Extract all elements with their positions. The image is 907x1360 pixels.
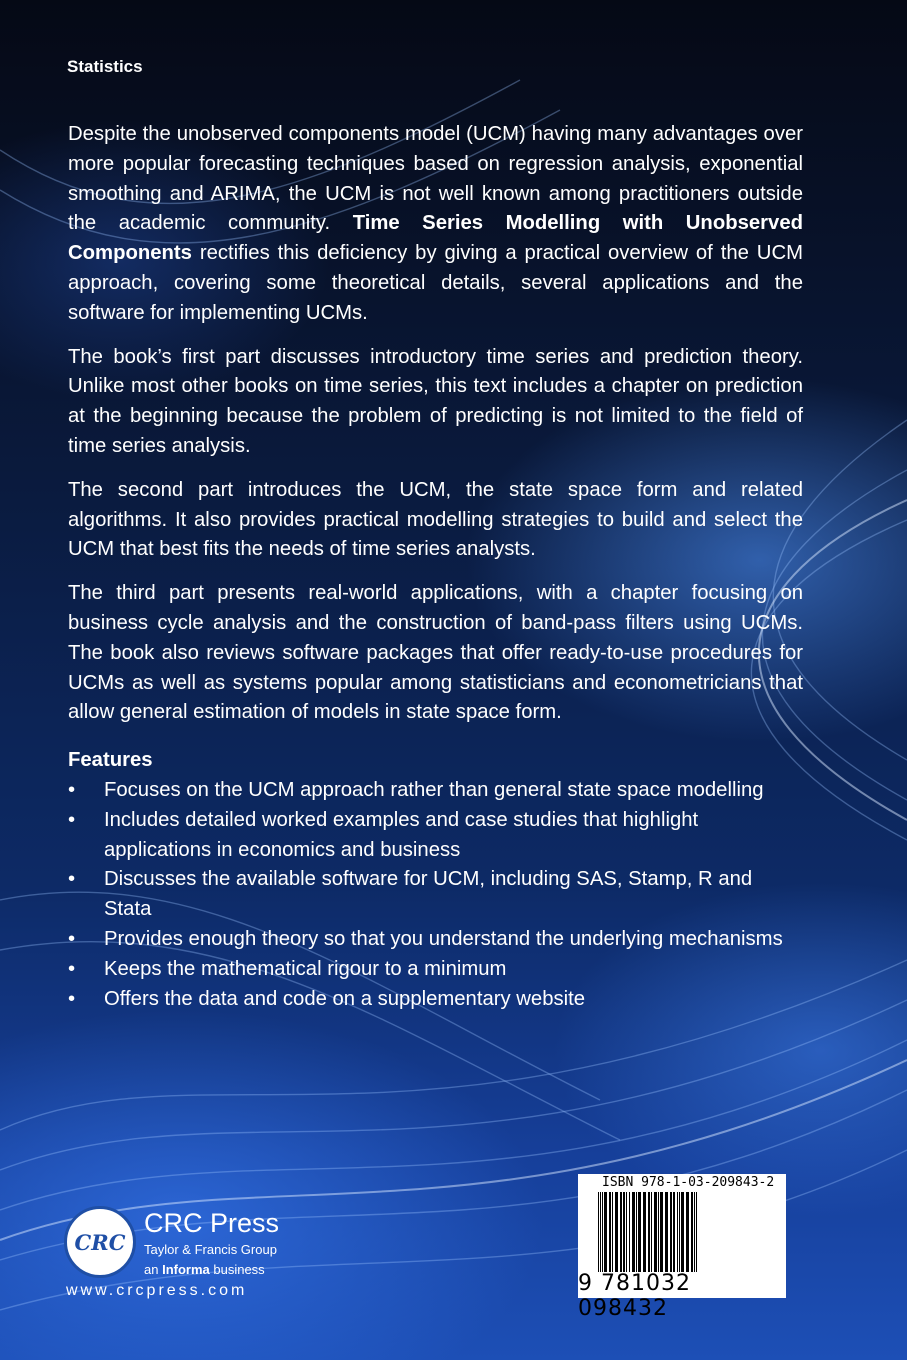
category-label: Statistics — [67, 57, 143, 76]
book-title: Time Series Modelling with Unobserved Components — [68, 212, 803, 265]
barcode-bar — [686, 1192, 689, 1272]
barcode-bar — [673, 1192, 675, 1272]
barcode-bar — [609, 1192, 611, 1272]
barcode-bar — [612, 1192, 613, 1272]
barcode-bar — [651, 1192, 652, 1272]
barcode-bar — [629, 1192, 630, 1272]
description-paragraph-1: Despite the unobserved components model (UCM) having many advantages over more popular forecasting techniques based on regression analysis, exponential smoothing and ARIMA, the UCM is not well known among practitioners outside the academic community. Time Series Modelling with Unobserved Components rectifies this deficiency by giving a practical overview of the UCM approach, covering some theoretical details, several applications and the software for implementing UCMs. — [68, 123, 803, 324]
bullet-icon: • — [68, 957, 76, 980]
barcode-bar — [660, 1192, 663, 1272]
barcode-bar — [694, 1192, 695, 1272]
barcode-bar — [665, 1192, 668, 1272]
barcode-bar — [615, 1192, 618, 1272]
barcode-bar — [620, 1192, 622, 1272]
description-paragraph-3: The second part introduces the UCM, the state space form and related algorithms. It also provides practical modelling strategies to build and select the UCM that best fits the needs of time series analysts. — [68, 478, 803, 561]
features-list — [68, 776, 803, 1014]
barcode-number: 9 781032 098432 — [578, 1271, 691, 1321]
barcode-bar — [604, 1192, 607, 1272]
feature-item: • Discusses the available software for UCM, including SAS, Stamp, R and Stata — [68, 865, 803, 925]
feature-item: • Includes detailed worked examples and case studies that highlight applications in economics and business — [68, 806, 803, 866]
barcode-bar — [677, 1192, 678, 1272]
barcode-bar — [681, 1192, 684, 1272]
bullet-icon: • — [68, 927, 76, 950]
bullet-icon: • — [68, 987, 76, 1010]
logo-text: CRC — [74, 1229, 126, 1255]
barcode-bar — [636, 1192, 637, 1272]
feature-item: • Provides enough theory so that you understand the underlying mechanisms — [68, 925, 803, 955]
publisher-tagline: an Informa business — [144, 1262, 265, 1277]
barcode-bar — [638, 1192, 641, 1272]
barcode-bar — [696, 1192, 697, 1272]
back-cover-description — [68, 120, 803, 1014]
barcode-bar — [623, 1192, 625, 1272]
barcode-bar — [691, 1192, 693, 1272]
publisher-group: Taylor & Francis Group — [144, 1242, 277, 1257]
feature-item: • Keeps the mathematical rigour to a minimum — [68, 955, 803, 985]
barcode-bar — [598, 1192, 599, 1272]
description-paragraph-4: The third part presents real-world applications, with a chapter focusing on business cycle analysis and the construction of band-pass filters using UCMs. The book also reviews software packages that offer ready-to-use procedures for UCMs as well as systems popular among statisticians and econometricians that allow general estimation of models in state space form. — [68, 582, 803, 724]
publisher-name: CRC Press — [144, 1208, 280, 1238]
feature-item: • Focuses on the UCM approach rather than general state space modelling — [68, 776, 803, 806]
crc-logo-icon — [64, 1206, 136, 1278]
barcode-bar — [679, 1192, 680, 1272]
barcode-bar — [658, 1192, 659, 1272]
barcode-bar — [600, 1192, 601, 1272]
barcode-bar — [648, 1192, 650, 1272]
barcode-bar — [654, 1192, 657, 1272]
isbn-text: ISBN 978-1-03-209843-2 — [602, 1175, 775, 1190]
barcode-bars-icon — [598, 1192, 770, 1272]
bullet-icon: • — [68, 808, 76, 831]
barcode-bar — [632, 1192, 635, 1272]
barcode-bar — [626, 1192, 627, 1272]
bullet-icon: • — [68, 778, 76, 801]
publisher-url: www.crcpress.com — [66, 1282, 248, 1299]
isbn-barcode — [578, 1174, 786, 1321]
barcode-bar — [670, 1192, 672, 1272]
bullet-icon: • — [68, 868, 76, 891]
feature-item: • Offers the data and code on a supplementary website — [68, 985, 803, 1015]
features-heading: Features — [68, 749, 153, 772]
description-paragraph-2: The book’s first part discusses introductory time series and prediction theory. Unlike most other books on time series, this text includes a chapter on prediction at the beginning because the problem of predicting is not limited to the field of time series analysis. — [68, 345, 803, 457]
barcode-bar — [643, 1192, 646, 1272]
barcode-bar — [602, 1192, 603, 1272]
